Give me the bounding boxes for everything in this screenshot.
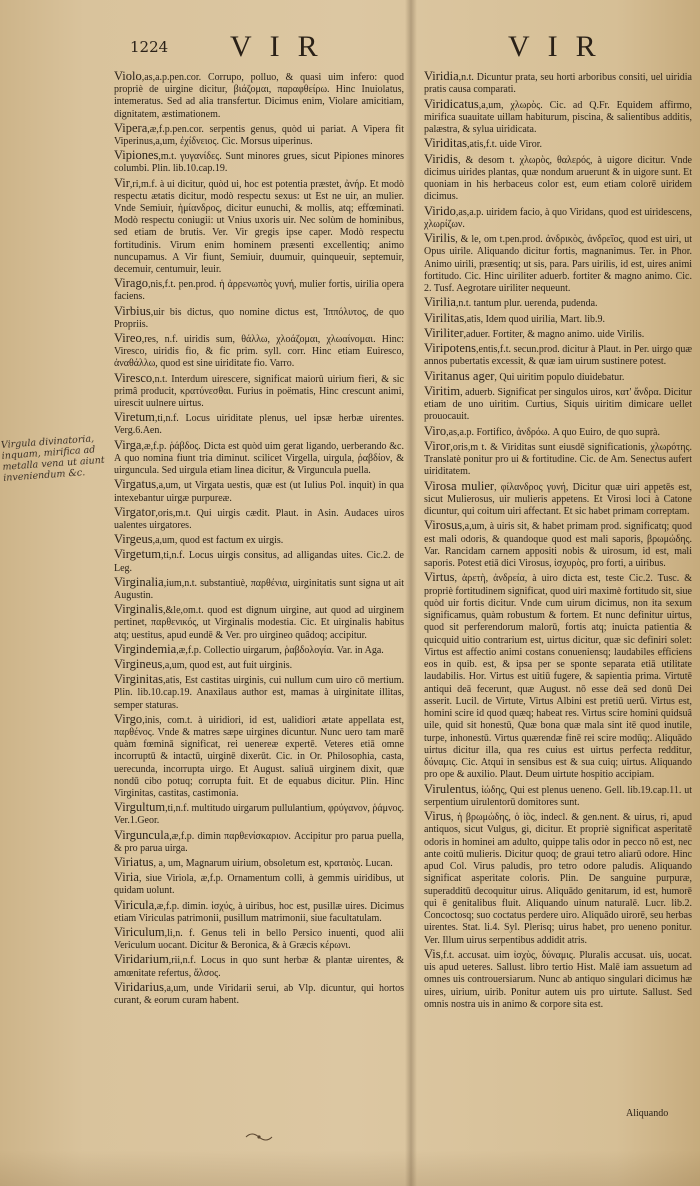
entry-definition: ,æ,f.p. dimin παρθενίσκαριον. Accipitur pro parua puella, & pro parua uirga. [114,830,404,854]
entry-headword: Virgator [114,504,156,519]
dictionary-entry [114,533,404,547]
dictionary-entry [114,305,404,331]
entry-headword: Virgultum [114,800,166,815]
dictionary-entry [424,312,692,326]
dictionary-entry [424,571,692,781]
entry-headword: Vir [114,175,130,190]
entry-headword: Virido [424,203,456,218]
entry-headword: Viriliter [424,325,464,340]
dictionary-entry [424,296,692,310]
entry-headword: Vipiones [114,148,159,163]
entry-definition: ,æ,f.p.pen.cor. serpentis genus, quòd ui pariat. A Vipera fit Viperinus,a,um, ἐχίδνειος. Cic. Morsus uiperinus. [114,123,404,148]
entry-definition: ,n.t. Interdum uirescere, significat maiorû uirium fieri, & sic primâ producit, κρατύνεσθαι. Furius in poëmatis, Hinc crescunt animi, uirescit uulnere uirtus. [114,373,404,410]
dictionary-entry [114,548,404,574]
entry-headword: Viricula [114,897,155,912]
entry-definition: ,as,a.p. Fortifico, ἀνδρόω. A quo Euiro, de quo suprà. [446,426,660,438]
dictionary-entry [114,829,404,855]
dictionary-entry [114,953,404,979]
entry-headword: Virga [114,437,142,452]
entry-definition: ,f.t. accusat. uim ἰσχὺς, δύναμις. Pluralis accusat. uis, uocat. uis apud ueteres. Sallust. libro tertio Hist. Malē iam assuetum ad omnes uis controuersiarum. Nunc ab antiquo singulari dicimus hæ uires, uirium, uirib. Ponitur autem uis pro uirtute. Sallust. Sed omnis nostra uis in animo & corpore sita est. [424,949,692,1010]
dictionary-entry [424,810,692,947]
entry-definition: ,æ,f.p. Collectio uirgarum, ῥαβδολογία. Var. in Aga. [176,644,384,656]
entry-definition: ,a,um, quod est, aut fuit uirginis. [162,659,293,671]
entry-definition: ,ri,m.f. à ui dicitur, quòd ui, hoc est potentia præstet, ἀνήρ. Et modò respectu ætatis dicitur, modò respectu sexus: ut Est ne uir, an mulier. Vnde Semiuir, ἡμίανδρος, dicitur eunuchi, & mollis, atq; effœminati. Modò respectu coniugii: ut Vnius uxoris uir. Nec solùm de hominibus, sed etiam de brutis. Ver. Vir gregis ipse caper. Modò respectu fortitudinis. Virum enim hominem præsenti excellentiq; animo nuncupamus. A Vir fiunt, Semiuir, duumuir, quinqueuir, septemuir, decemuir, centumuir, leuir. [114,178,404,276]
entry-definition: ,ti,n.f. Locus uiriditate plenus, uel ipsæ herbæ uirentes. Verg.6.Aen. [114,413,404,437]
dictionary-entry [114,871,404,897]
entry-headword: Virus [424,809,452,823]
dictionary-entry [424,385,692,424]
entry-headword: Virgindemia [114,641,177,656]
entry-definition: , a, um, Magnarum uirium, obsoletum est, κραταιὸς. Lucan. [153,857,393,869]
entry-definition: ,a,um, quod est factum ex uirgis. [152,535,284,547]
entry-headword: Viria [114,870,139,885]
dictionary-entry [424,783,692,810]
dictionary-entry [114,439,404,478]
entry-headword: Virago [114,276,148,291]
entry-definition: , ἰώδης, Qui est plenus ueneno. Gell. lib.19.cap.11. ut serpentium uirulentorū domitores sunt. [424,784,692,808]
dictionary-entry [114,478,404,504]
entry-definition: ,m.t. γυγανίδες. Sunt minores grues, sicut Pipiones minores columbi. Plin. lib.10.cap.19. [114,151,404,175]
dictionary-entry [114,372,404,411]
handwritten-margin-note: Virgula divinatoria, inquam, mirifica ad metalla vena ut aiunt inveniendum &c. [0,433,106,484]
page-gutter [405,0,417,1186]
entry-definition: ,a,um, unde Viridarii serui, ab Vlp. dicuntur, qui hortos curant, & eorum curam habent. [114,982,404,1007]
entry-headword: Virulentus [424,781,477,796]
entry-definition: ,&le,om.t. quod est dignum uirgine, aut quod ad uirginem pertinet, παρθενικός, ut Virginalis modestia. Cic. Et uirginalis habitus atq; uestitus, apud eundē & Ver. pro uirgineo quâdoq; accipitur. [114,605,404,641]
entry-headword: Viriatus [114,854,154,869]
entry-definition: , φίλανδρος γυνή, Dicitur quæ uiri appetēs est, sicut Mulierosus, uir mulieris appetens. Et Virosi loci à Catone dicuntur, qui coitum uiri affectant. Et sic habet primam correptam. [424,481,692,517]
entry-definition: ,as,a.p.pen.cor. Corrupo, polluo, & quasi uim infero: quod propriè de uirgine dicitur, βιάζομαι, παραφθείρω. Hinc Inuiolatus, intemeratus. Sed ad alia transfertur. Dicimus enim, Violare amicitiam, dignitatem, æstimationem. [114,72,404,120]
entry-headword: Virgineus [114,656,163,671]
entry-definition: ,a,um, χλωρὸς. Cic. ad Q.Fr. Equidem affirmo, mirifica suauitate uillam habiturum, piscina, & salientibus additis, palæstra, & sylua uiridicata. [424,99,692,135]
entry-headword: Viro [424,423,447,438]
entry-headword: Vipera [114,120,148,135]
entry-headword: Virginitas [114,672,164,687]
dictionary-entry [114,411,404,437]
page-bottom-shade [0,1150,700,1186]
dictionary-entry [424,153,692,204]
entry-definition: , ἀρετὴ, ἀνδρεία, à uiro dicta est, teste Cic.2. Tusc. & propriè fortitudinem significat, quod uiri maximè fortitudo sit, siue quòd uir fortis dicitur. Vnde cum uirum dicimus, non ita sexum significamus, quàm robustum & fortem. Et nunc definitur uirtus, quod sit perferendorum malorū, fortis atq; inuicta patientia & quicquid uitio contrarium est, uirtus dicitur, quæ sic definiri solet: Virtus est affectio animi costans conueniensq; laudabiles efficiens eos in quib. est, & ipsa per se sponte separata etiā utilitate laudabilis. Hor. Virtus est uitiū fugere, & sapientia prima. Virtutē antiqui deā fecerunt, quæ August. nō esse deā sed donū Dei asserit. Lucil. de Virtute, Virtus Albini est pretiū uerū. Virtus est, homini scire id quod quæq; habeat res. Virtus scire homini quidsuâ uile, quid sit honestū, Quæ bona quæ mala sint itē quod inutile, turpe, inhonestū. Virtus quærendæ finē rei scire modūq;. Aliquādo uirtus dicitur illa, qua res cuius est uirtus perfecta redditur, δύναμις. Cic. Atqui in sensibus est & sua cuiq; uirtus. Aliquando pro ope & auxilio. Plaut. Deum uirtute hospitio accipiam. [424,573,692,781]
dictionary-entry [114,332,404,371]
entry-definition: , & le, om t.pen.prod. ἀνδρικὸς, ἀνδρεῖος, quod est uiri, ut Opus uirile. Aliquando dicitur fortis, magnanimus. Ter. in Phor. Animo uirili, præsentiq; ut sis, para. Pars uirilis, id est, uires animi fortitudo. Cic. Hinc uiriliter aduerb. fortiter & magno animo. Cic. 2. Tusf. Aegrotare uiriliter nequeunt. [424,234,692,294]
entry-headword: Virginalia [114,574,164,589]
dictionary-entry [424,205,692,232]
entry-definition: ,æ,f.p. ῥάβδος. Dicta est quòd uim gerat ligando, uerberando &c. A quo nomina fiunt tria diminut. scilicet Virgella, uirgula, ῥαβδίον, & uirguncula. Sed uirgula etiam linea dicitur, & Virguncula puella. [114,440,404,477]
entry-definition: ,nis,f.t. pen.prod. ἡ ἀρρενωπὸς γυνή, mulier fortis, uirilia opera faciens. [114,279,404,303]
dictionary-entry [114,603,404,642]
dictionary-entry [424,370,692,384]
entry-definition: ,res, n.f. uiridis sum, θάλλω, χλοάζομαι, χλωαίνομαι. Hinc: Viresco, uiridis fio, & fic prim. syll. corr. Hinc etiam Euiresco, ἀναθάλλω, quod est sine uiriditate fio. Varro. [114,334,404,370]
entry-headword: Violo [114,69,142,83]
dictionary-entry [114,673,404,712]
dictionary-entry [424,98,692,137]
dictionary-entry [424,327,692,341]
entry-headword: Vireo [114,331,142,346]
entry-definition: ,a,um, à uiris sit, & habet primam prod. significatq; quod est mali odoris, & quandoque quod est mali saporis, βρωμώδης. Var. Rancidam carnem appositi nobis & uirosum, id est, mali saporis. Potest etiā dici Virosus, ἰσχυρὸς, pro forti, a uiribus. [424,521,692,569]
entry-definition: ,ti,n.f. Locus uirgis consitus, ad alligandas uites. Cic.2. de Leg. [114,550,404,574]
entry-definition: , Qui uiritim populo diuidebatur. [494,371,625,383]
entry-headword: Vis [424,946,441,961]
running-head-left: VIR [230,30,336,63]
dictionary-entry [114,177,404,277]
entry-definition: ,ium,n.t. substantiuè, παρθένια, uirginitatis sunt signa ut ait Augustin. [114,577,404,601]
page-number: 1224 [130,38,169,56]
entry-headword: Viridicatus [424,96,479,111]
entry-headword: Viretum [114,410,155,425]
entry-headword: Virosa mulier [424,478,495,493]
dictionary-entry [114,801,404,827]
dictionary-entry [424,948,692,1011]
catchword: Aliquando [626,1108,669,1119]
entry-headword: Virosus [424,518,463,533]
entry-headword: Viriditas [424,136,467,151]
entry-headword: Virbius [114,303,151,318]
entry-definition: ,inis, com.t. à uiridiori, id est, ualidiori ætate appellata est, παρθένος. Vnde & matres sæpe uirgines dicuntur. Nunc uero tam marē quàm fœminā significat, rei uenereæ expertē. Veteres etiā omne incorruptū & intactū, uirginē dixerūt. Cic. in Or. Philosophia, casta, uerecunda, incorrupta uirgo. Et August. saliuā uirginem dixit, quæ nondū cibo potuq; corrupta fuit. Et de equabus dicitur. Plin. Hinc Virginitas, castitas, castimonia. [114,714,404,799]
dictionary-entry [424,425,692,439]
dictionary-entry [114,70,404,121]
entry-definition: ,oris,m t. & Viriditas sunt eiusdē significationis, χλωρότης. Translatè ponitur pro ui & fortitudine. Cic. de Am. Senectus aufert uiriditatem. [424,441,692,478]
entry-definition: ,uir bis dictus, quo nomine dictus est, Ἱππόλυτος, de quo Propriis. [114,306,404,330]
entry-definition: ,aduer. Fortiter, & magno animo. uide Virilis. [463,328,645,340]
dictionary-entry [424,440,692,479]
entry-headword: Virtus [424,570,455,585]
entry-headword: Viresco [114,370,153,385]
entry-headword: Viror [424,438,451,453]
dictionary-entry [424,519,692,570]
dictionary-entry [424,480,692,519]
entry-definition: ,rii,n.f. Locus in quo sunt herbæ & plantæ uirentes, & amœnitate refertus, ἄλσος. [114,955,404,979]
dictionary-entry [114,658,404,672]
dictionary-entry [114,981,404,1007]
entry-definition: ,atis, Est castitas uirginis, cui nullum cum uiro cō mertium. Plin. lib.10.cap.19. Anaxilaus author est, mamas à uirginitate illitas, semper staturas. [114,675,404,711]
dictionary-entry [114,277,404,303]
entry-definition: ,æ,f.p. dimin. ἰσχύς, à uiribus, hoc est, pusillæ uires. Dicimus etiam Viriculas patrimonii, pusillum matrimonii, siue facultatulam. [114,900,404,924]
entry-definition: ,n.t. tantum plur. uerenda, pudenda. [455,298,598,310]
right-column [424,70,692,1012]
entry-definition: , & desom t. χλωρὸς, θαλερός, à uigore dicitur. Vnde dicimus uirides plantas, quæ nondum aruerunt & in uigore sunt. Et quoniam in his herbaceus color est, eum etiam colorē uiridem dicimus. [424,154,692,203]
entry-definition: ,n.t. Dicuntur prata, seu horti arboribus consiti, uel uiridia pratis causa comparati. [424,72,692,96]
entry-definition: ,entis,f.t. secun.prod. dicitur à Plaut. in Per. uirgo quæ annos pubertatis excessit, & quæ iam uirum sustinere potest. [424,344,692,368]
entry-definition: ,atis,f.t. uide Viror. [467,139,543,151]
entry-headword: Virginalis [114,602,164,617]
entry-headword: Virilis [424,231,456,245]
entry-headword: Viripotens [424,341,477,355]
entry-headword: Virgetum [114,547,161,562]
entry-headword: Viridarius [114,979,164,994]
dictionary-entry [424,342,692,369]
entry-definition: ,oris,m.t. Qui uirgis cædit. Plaut. in Asin. Audaces uiros ualentes uirgatores. [114,507,404,531]
entry-headword: Viridia [424,69,459,83]
entry-definition: ,ti,n.f. multitudo uirgarum pullulantium, φρύγανον, ῥάμνος. Ver.1.Geor. [114,803,404,827]
dictionary-entry [114,856,404,870]
entry-headword: Viritanus ager [424,368,495,383]
entry-headword: Viriculum [114,925,165,939]
entry-definition: , aduerb. Significat per singulos uiros, κατ' ἄνδρα. Dicitur etiam de uno uiritim. Curtius, Siquis uiritim dimicare uellet prouocauit. [424,386,692,423]
entry-headword: Virilitas [424,310,465,325]
dictionary-entry [114,926,404,952]
dictionary-entry [114,713,404,800]
entry-definition: ,a,um, ut Virgata uestis, quæ est (ut Iulius Pol. inquit) in qua intexebantur uirgæ purpureæ. [114,480,404,504]
entry-definition: ,atis, Idem quod uirilia, Mart. lib.9. [464,313,606,325]
dictionary-entry [114,506,404,532]
running-head-right: VIR [508,30,614,63]
entry-headword: Virgeus [114,532,153,547]
dictionary-entry [114,576,404,602]
dictionary-entry [114,899,404,925]
ornament-icon [244,1130,274,1144]
entry-headword: Virilia [424,295,456,310]
entry-headword: Viridis [424,151,458,166]
entry-definition: , ἡ βρωμώδης, ὁ ἰὸς, indecl. & gen.nent. & uirus, ri, apud antiquos, sicut Vulgus, gi, dicitur. Et propriè significat asperitatē odoris in hominei am adulto, quippe talis odor in pecco nō est, nec ante coitū mulieris. Dicitur quoq; de graui tetro aliarū odore. Hinc apud Col. Virus paludis, pro tetro odore paludis. Aliquando significat asperitate coloris. Plin. De sanguine purpuræ, superadditū decoquitur uirus. Aliquādo genitarum, id est, humorē qui ē genitalibus fluit. Aliquando uinum naturalē. Lucr. lib.2. Concoctosq; suo coctatus perdere uiro. Aliquādo uirorē, seu herbas uirentes. Stat. li.4. Syl. Plerisq; uirus habet, pro ueneno ponitur. Ver. Illum uirus serpentibus addidit atris. [424,812,692,946]
entry-headword: Virguncula [114,827,170,842]
dictionary-entry [424,232,692,295]
entry-headword: Viritim [424,383,461,398]
dictionary-entry [114,122,404,148]
dictionary-entry [424,70,692,97]
dictionary-entry [114,643,404,657]
entry-headword: Virgo [114,711,143,726]
entry-headword: Virgatus [114,477,157,492]
entry-definition: ,li,n. f. Genus teli in bello Persico inuenti, quod alii Vericulum uocant. Dicitur & Beronica, & à Græcis κέρωνι. [114,928,404,952]
dictionary-entry [114,149,404,175]
dictionary-entry [424,137,692,151]
left-column [114,70,404,1008]
entry-headword: Viridarium [114,952,169,967]
entry-definition: ,as,a.p. uiridem facio, à quo Viridans, quod est uiridescens, χλωρίζων. [424,206,692,230]
entry-definition: , siue Viriola, æ,f.p. Ornamentum colli, à gemmis uiridibus, ut quidam uolunt. [114,873,404,897]
